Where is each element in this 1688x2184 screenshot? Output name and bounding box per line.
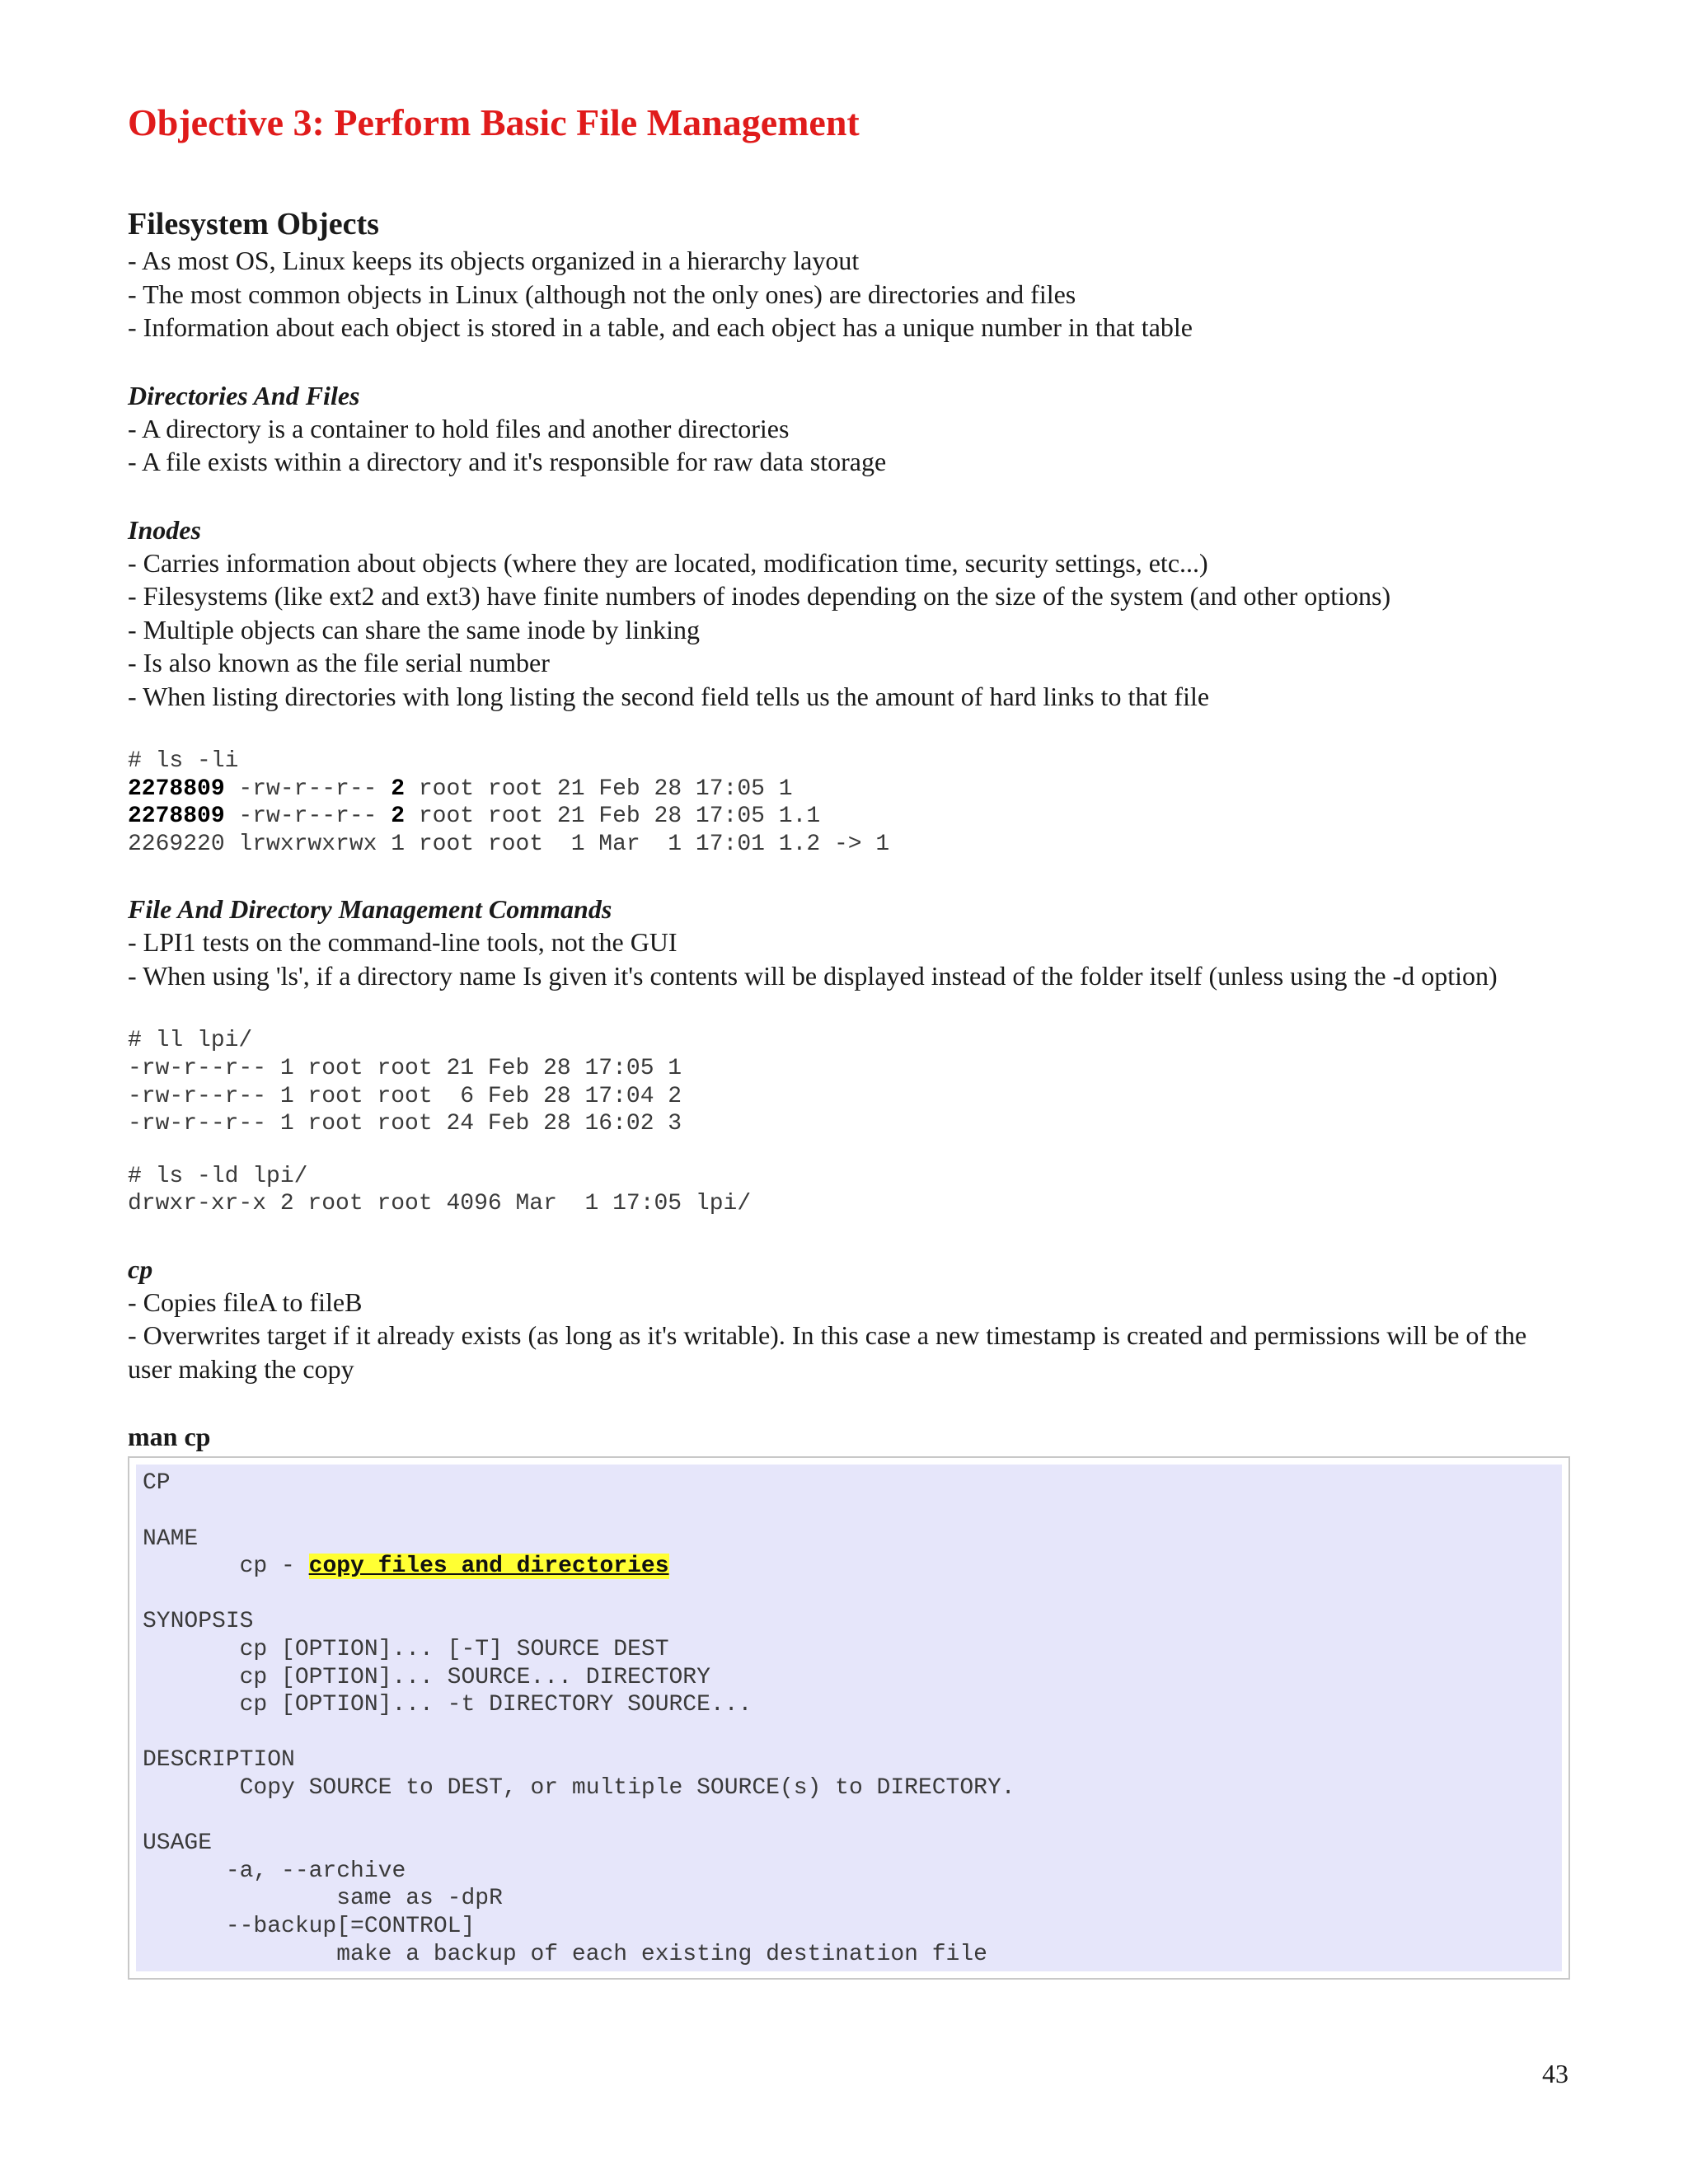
inode-number: 2278809 [128, 804, 225, 830]
inodes-line: - Multiple objects can share the same inode by linking [128, 614, 701, 644]
man-page-text [143, 1469, 1562, 1968]
cp-line: - Overwrites target if it already exists (as long as it's writable). In this case a new timestamp is created and permissions will be of the user making the copy [128, 1320, 1527, 1384]
man-page-content [136, 1465, 1562, 1971]
code-command: # ls -li [128, 748, 239, 774]
man-page-box [128, 1456, 1570, 1980]
filesystem-objects-line: - Information about each object is stored in a table, and each object has a unique number in that table [128, 312, 1193, 342]
man-text: CP NAME cp - [143, 1470, 295, 1580]
code-text: -rw-r--r-- [224, 776, 392, 802]
inodes-line: - When listing directories with long listing the second field tells us the amount of hard links to that file [128, 681, 1210, 711]
ls-ld-code-block: # ls -ld lpi/ drwxr-xr-x 2 root root 4096 Mar 1 17:05 lpi/ [128, 1163, 752, 1217]
hard-link-count: 2 [391, 804, 406, 830]
filesystem-objects-heading: Filesystem Objects [128, 207, 379, 241]
management-commands-line: - When using 'ls', if a directory name Is given it's contents will be displayed instead of the folder itself (unless using the -d option) [128, 960, 1498, 991]
man-text: SYNOPSIS cp [OPTION]... [-T] SOURCE DEST cp [OPTION]... SOURCE... DIRECTORY cp [OPTION]... -t DIRECTORY SOURCE... DESCRIPTION Copy SOURCE to DEST, or multiple SOURCE(s) to DIRECTORY. USAGE -a, --archive same as -dpR --backup[=CONTROL] make a backup of each existing destination file [143, 1609, 1015, 1967]
management-commands-line: - LPI1 tests on the command-line tools, not the GUI [128, 927, 678, 958]
page-number: 43 [1542, 2059, 1568, 2088]
inodes-line: - Is also known as the file serial number [128, 648, 550, 677]
page-title: Objective 3: Perform Basic File Management [128, 101, 860, 143]
cp-line: - Copies fileA to fileB [128, 1286, 363, 1317]
inodes-line: - Filesystems (like ext2 and ext3) have finite numbers of inodes depending on the size of the system (and other options) [128, 581, 1391, 611]
directories-and-files-line: - A directory is a container to hold files and another directories [128, 413, 790, 443]
code-text: 2269220 lrwxrwxrwx 1 root root 1 Mar 1 17:01 1.2 -> 1 [128, 831, 890, 857]
filesystem-objects-line: - As most OS, Linux keeps its objects organized in a hierarchy layout [128, 246, 860, 275]
highlighted-description: copy files and directories [308, 1554, 669, 1580]
inode-number: 2278809 [128, 776, 225, 802]
cp-heading: cp [128, 1254, 153, 1284]
inodes-heading: Inodes [128, 514, 201, 545]
inodes-line: - Carries information about objects (where they are located, modification time, security settings, etc...) [128, 547, 1208, 578]
hard-link-count: 2 [391, 776, 406, 802]
directories-and-files-line: - A file exists within a directory and it's responsible for raw data storage [128, 447, 887, 476]
ls-li-code-block [128, 748, 1570, 858]
code-text: -rw-r--r-- [224, 804, 392, 830]
document-page [128, 99, 1570, 1980]
code-text: root root 21 Feb 28 17:05 1 [405, 776, 793, 802]
filesystem-objects-line: - The most common objects in Linux (although not the only ones) are directories and files [128, 279, 1076, 309]
code-text: root root 21 Feb 28 17:05 1.1 [405, 804, 821, 830]
management-commands-heading: File And Directory Management Commands [128, 894, 612, 925]
man-cp-heading: man cp [128, 1422, 211, 1452]
directories-and-files-heading: Directories And Files [128, 380, 360, 410]
ll-lpi-code-block: # ll lpi/ -rw-r--r-- 1 root root 21 Feb 28 17:05 1 -rw-r--r-- 1 root root 6 Feb 28 17:04 2 -rw-r--r-- 1 root root 24 Feb 28 16:02 3 [128, 1028, 682, 1137]
